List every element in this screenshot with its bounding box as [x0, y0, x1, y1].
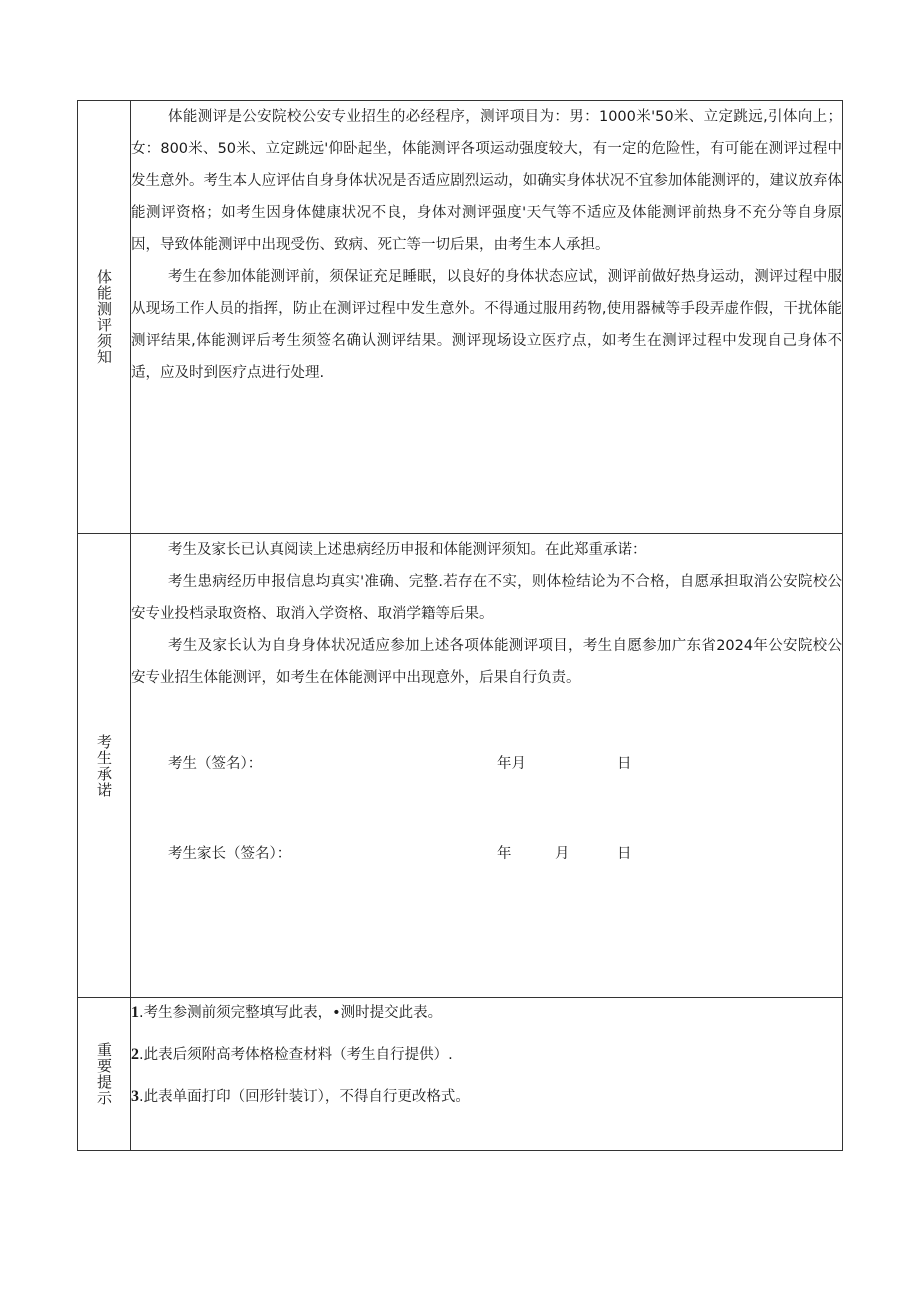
tip-item — [131, 1082, 842, 1112]
tip-text: .此表后须附高考体格检查材料（考生自行提供）. — [139, 1047, 453, 1063]
notice-label-cell — [78, 101, 131, 534]
pledge-paragraph: 考生及家长认为自身身体状况适应参加上述各项体能测评项目，考生自愿参加广东省2024年公安院校公安专业招生体能测评，如考生在体能测评中出现意外，后果自行负责。 — [131, 638, 842, 686]
parent-signature-label: 考生家长（签名）： — [168, 846, 292, 862]
parent-signature-month: 月 — [555, 846, 570, 862]
notice-section-label: 体能测评须知 — [95, 269, 113, 365]
tip-text: .此表单面打印（回形针装订），不得自行更改格式。 — [139, 1089, 470, 1105]
notice-content — [131, 101, 843, 534]
tip-item — [131, 1040, 842, 1070]
notice-paragraph: 体能测评是公安院校公安专业招生的必经程序，测评项目为：男：1000米'50米、立定跳远,引体向上；女：800米、50米、立定跳远'仰卧起坐，体能测评各项运动强度较大，有一定的危险性，有可能在测评过程中发生意外。考生本人应评估自身身体状况是否适应剧烈运动，如确实身体状况不宜参加体能测评的，建议放弃体能测评资格；如考生因身体健康状况不良，身体对测评强度'天气等不适应及体能测评前热身不充分等自身原因，导致体能测评中出现受伤、致病、死亡等一切后果，由考生本人承担。 — [131, 109, 842, 253]
pledge-paragraph: 考生患病经历申报信息均真实'准确、完整.若存在不实，则体检结论为不合格，自愿承担取消公安院校公安专业投档录取资格、取消入学资格、取消学籍等后果。 — [131, 574, 842, 622]
tips-row — [78, 998, 843, 1151]
student-signature-day: 日 — [617, 756, 632, 772]
evaluation-form-table — [77, 100, 843, 1151]
pledge-content — [131, 534, 843, 998]
pledge-section-label: 考生承诺 — [95, 733, 113, 798]
notice-paragraph: 考生在参加体能测评前，须保证充足睡眠，以良好的身体状态应试，测评前做好热身运动，测评过程中服从现场工作人员的指挥，防止在测评过程中发生意外。不得通过服用药物,使用器械等手段弄虚作假，干扰体能测评结果,体能测评后考生须签名确认测评结果。测评现场设立医疗点，如考生在测评过程中发现自己身体不适，应及时到医疗点进行处理. — [131, 269, 842, 381]
student-signature-year-month: 年月 — [497, 756, 526, 772]
pledge-paragraph: 考生及家长已认真阅读上述患病经历申报和体能测评须知。在此郑重承诺： — [168, 542, 647, 558]
tips-content — [131, 998, 843, 1151]
student-signature-line — [131, 748, 842, 780]
tips-label-cell — [78, 998, 131, 1151]
tip-number: 2 — [131, 1046, 139, 1063]
tip-number: 3 — [131, 1088, 139, 1105]
student-signature-label: 考生（签名）： — [168, 756, 263, 772]
notice-row — [78, 101, 843, 534]
parent-signature-day: 日 — [617, 846, 632, 862]
tip-text: .考生参测前须完整填写此表，•测时提交此表。 — [139, 1005, 443, 1021]
tip-number: 1 — [131, 1004, 139, 1021]
parent-signature-line — [131, 838, 842, 870]
tip-item — [131, 998, 842, 1028]
parent-signature-year: 年 — [497, 846, 512, 862]
pledge-label-cell — [78, 534, 131, 998]
pledge-row — [78, 534, 843, 998]
tips-section-label: 重要提示 — [95, 1042, 113, 1106]
